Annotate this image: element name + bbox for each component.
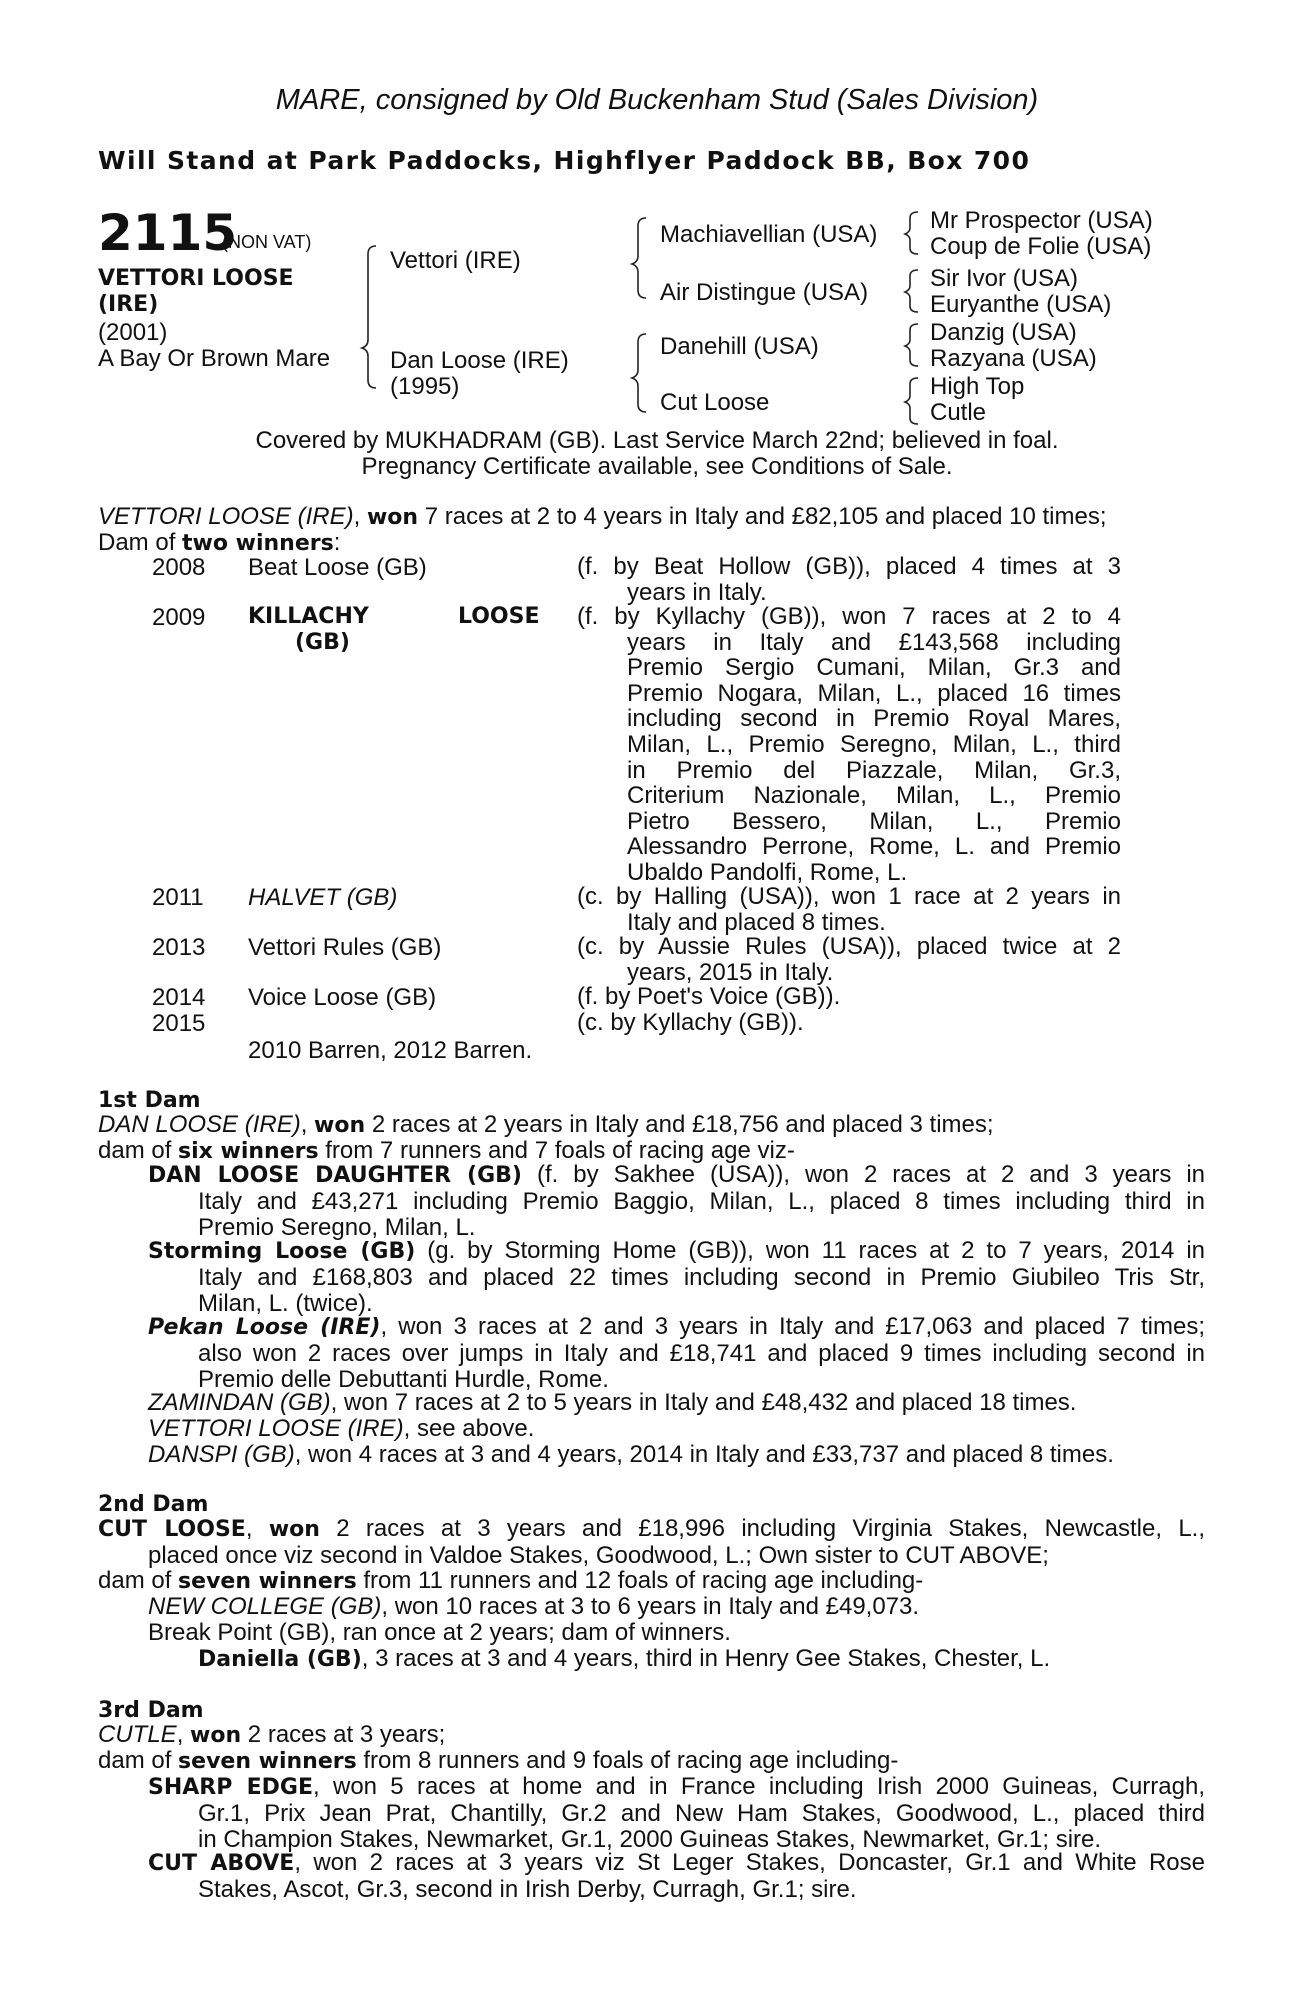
entry-name: SHARP EDGE (148, 1775, 314, 1800)
lot-number: 2115 (98, 204, 238, 262)
progeny-desc-line: years in Italy and £143,568 including (627, 628, 1121, 656)
entry-name: VETTORI LOOSE (IRE) (148, 1415, 404, 1442)
entry-text: Milan, L. (twice). (198, 1290, 373, 1317)
first-dam-won: won (314, 1113, 366, 1138)
entry-text: , won 4 races at 3 and 4 years, 2014 in Italy and £33,737 and placed 8 times. (294, 1441, 1114, 1468)
horse-year: (2001) (98, 319, 168, 346)
progeny-desc-line: years in Italy. (627, 578, 767, 606)
second-dam-entry-2: Break Point (GB), ran once at 2 years; dam of winners. (148, 1619, 731, 1646)
first-dam-winners-count: six winners (178, 1139, 319, 1164)
entry-text: Gr.1, Prix Jean Prat, Chantilly, Gr.2 and New Ham Stakes, Goodwood, L., placed third (198, 1800, 1205, 1827)
pedigree-ds-dam: Razyana (USA) (930, 345, 1097, 372)
second-dam-record: CUT LOOSE, won 2 races at 3 years and £18,996 including Virginia Stakes, Newcastle, L., placed once viz second in Valdoe Stakes, Goodwood, L.; Own sister to CUT ABOVE; (98, 1515, 1206, 1569)
entry-text: , won 5 races at home and in France including Irish 2000 Guineas, Curragh, (313, 1773, 1205, 1800)
entry-text: Premio delle Debuttanti Hurdle, Rome. (198, 1366, 609, 1393)
pedigree-ss-dam: Coup de Folie (USA) (930, 233, 1152, 260)
entry-text: Italy and £43,271 including Premio Baggio, Milan, L., placed 8 times including third in (198, 1188, 1205, 1215)
entry-name: NEW COLLEGE (GB) (148, 1593, 382, 1620)
brace-gen1 (362, 246, 376, 388)
pedigree-dam: Dan Loose (IRE) (390, 347, 569, 374)
progeny-name-part: KILLACHY (248, 604, 369, 629)
progeny-name: Beat Loose (GB) (248, 554, 427, 581)
pedigree-sire: Vettori (IRE) (390, 247, 521, 274)
brace-gen3-2 (905, 270, 918, 312)
progeny-desc-line: years, 2015 in Italy. (627, 958, 834, 986)
progeny-desc (577, 604, 1121, 886)
entry-text: , won 3 races at 2 and 3 years in Italy and £17,063 and placed 7 times; (380, 1313, 1205, 1340)
third-dam-line1: CUTLE, won 2 races at 3 years; (98, 1721, 446, 1748)
progeny-desc-line: (c. by Kyllachy (GB)). (577, 1009, 804, 1036)
progeny-desc (577, 554, 1121, 605)
entry-text: , 3 races at 3 and 4 years, third in Henry Gee Stakes, Chester, L. (361, 1645, 1051, 1672)
dam-of-winners: two winners (182, 531, 334, 556)
progeny-desc-line: (f. by Poet's Voice (GB)). (577, 983, 841, 1010)
second-dam-won: won (268, 1517, 320, 1542)
progeny-desc-line: Criterium Nazionale, Milan, L., Premio (627, 782, 1121, 810)
first-dam-entry-4 (148, 1390, 1076, 1416)
progeny-desc-line: Milan, L., Premio Seregno, Milan, L., third (627, 730, 1121, 758)
dam-of-winners: seven winners (178, 1749, 357, 1774)
entry-text: , see above. (403, 1415, 535, 1442)
pedigree-dam-sire: Danehill (USA) (660, 333, 819, 360)
progeny-name: HALVET (GB) (248, 884, 398, 911)
progeny-name-part: LOOSE (458, 604, 540, 629)
entry-text: Premio Seregno, Milan, L. (198, 1214, 476, 1241)
pedigree-sd-sire: Sir Ivor (USA) (930, 265, 1079, 292)
mare-record-won: won (366, 505, 419, 530)
progeny-desc-line: including second in Premio Royal Mares, (627, 705, 1121, 733)
third-dam-entry-1 (148, 1774, 1205, 1853)
progeny-year: 2009 (152, 604, 206, 631)
first-dam-entry-5 (148, 1416, 534, 1442)
dam-of-winners: seven winners (178, 1569, 357, 1594)
entry-name: Pekan Loose (IRE) (148, 1315, 381, 1340)
progeny-desc-line: Premio Sergio Cumani, Milan, Gr.3 and (627, 654, 1121, 682)
first-dam-heading: 1st Dam (98, 1088, 201, 1113)
progeny-desc (577, 1010, 1121, 1036)
mare-record-rest: 7 races at 2 to 4 years in Italy and £82,105 and placed 10 times; (418, 503, 1107, 530)
progeny-desc (577, 984, 1121, 1010)
progeny-name: Vettori Rules (GB) (248, 934, 442, 961)
first-dam-name: DAN LOOSE (IRE) (98, 1111, 301, 1138)
entry-name: CUT ABOVE (148, 1851, 295, 1876)
second-dam-text: 2 races at 3 years and £18,996 including Virginia Stakes, Newcastle, L., (319, 1515, 1206, 1542)
pedigree-ss-sire: Mr Prospector (USA) (930, 207, 1153, 234)
progeny-year: 2013 (152, 934, 206, 961)
second-dam-dam-of (98, 1568, 923, 1595)
pedigree-dd-dam: Cutle (930, 399, 987, 426)
progeny-desc-line: (c. by Halling (USA)), won 1 race at 2 years in (577, 883, 1121, 910)
progeny-desc-line: Pietro Bessero, Milan, L., Premio (627, 807, 1121, 835)
pedigree-ds-sire: Danzig (USA) (930, 319, 1077, 346)
entry-text: , won 7 races at 2 to 5 years in Italy and £48,432 and placed 18 times. (330, 1389, 1077, 1416)
progeny-desc-line: Premio Nogara, Milan, L., placed 16 times (627, 679, 1121, 707)
mare-record-name: VETTORI LOOSE (IRE) (98, 503, 354, 530)
progeny-desc-line: in Premio del Piazzale, Milan, Gr.3, (627, 756, 1121, 784)
first-dam-entry-6 (148, 1442, 1114, 1468)
entry-name: ZAMINDAN (GB) (148, 1389, 331, 1416)
progeny-year: 2015 (152, 1010, 206, 1037)
horse-description: A Bay Or Brown Mare (98, 345, 331, 372)
brace-gen3-4 (905, 378, 918, 424)
dam-of-suffix: : (333, 529, 341, 556)
third-dam-line2 (98, 1748, 898, 1775)
first-dam-line1: DAN LOOSE (IRE), won 2 races at 2 years in Italy and £18,756 and placed 3 times; (98, 1111, 994, 1138)
entry-text: , won 10 races at 3 to 6 years in Italy and £49,073. (381, 1593, 920, 1620)
covering-line2: Pregnancy Certificate available, see Conditions of Sale. (361, 453, 953, 480)
horse-name-line1: VETTORI LOOSE (98, 266, 294, 291)
brace-gen3-1 (905, 212, 918, 254)
third-dam-entry-2 (148, 1850, 1205, 1903)
first-dam-record: 2 races at 2 years in Italy and £18,756 and placed 3 times; (365, 1111, 994, 1138)
entry-name: DAN LOOSE DAUGHTER (GB) (148, 1163, 522, 1188)
entry-text: , won 2 races at 3 years viz St Leger Stakes, Doncaster, Gr.1 and White Rose (294, 1849, 1205, 1876)
brace-gen2-dam (632, 334, 646, 412)
consignor-line: MARE, consigned by Old Buckenham Stud (Sales Division) (275, 84, 1039, 116)
pedigree-dam-dam: Cut Loose (660, 389, 770, 416)
second-dam-entry-3 (198, 1646, 1050, 1673)
first-dam-dam-of-prefix: dam of (98, 1137, 179, 1164)
dam-of-prefix: dam of (98, 1747, 179, 1774)
progeny-desc-line: Ubaldo Pandolfi, Rome, L. (627, 858, 908, 886)
progeny-desc-line: (f. by Beat Hollow (GB)), placed 4 times at 3 (577, 553, 1121, 580)
pedigree-sire-dam: Air Distingue (USA) (660, 279, 869, 306)
pedigree-dd-sire: High Top (930, 373, 1025, 400)
entry-text: (g. by Storming Home (GB)), won 11 races at 2 to 7 years, 2014 in (415, 1237, 1206, 1264)
progeny-year: 2014 (152, 984, 206, 1011)
progeny-desc-line: (c. by Aussie Rules (USA)), placed twice at 2 (577, 933, 1121, 960)
dam-of-line (98, 530, 340, 557)
covering-line1: Covered by MUKHADRAM (GB). Last Service March 22nd; believed in foal. (255, 427, 1059, 454)
third-dam-won: won (190, 1723, 242, 1748)
brace-gen3-3 (905, 324, 918, 366)
entry-text: (f. by Sakhee (USA)), won 2 races at 2 and 3 years in (522, 1161, 1206, 1188)
first-dam-entry-3 (148, 1314, 1205, 1393)
mare-record-line: VETTORI LOOSE (IRE), won 7 races at 2 to 4 years in Italy and £82,105 and placed 10 times; (98, 503, 1107, 530)
second-dam-entry-1 (148, 1594, 919, 1620)
second-dam-heading: 2nd Dam (98, 1492, 209, 1517)
stand-line: Will Stand at Park Paddocks, Highflyer Paddock BB, Box 700 (98, 146, 1031, 175)
progeny-desc (577, 884, 1121, 935)
entry-text: Stakes, Ascot, Gr.3, second in Irish Derby, Curragh, Gr.1; sire. (198, 1876, 857, 1903)
progeny-name-part: (GB) (295, 630, 350, 655)
dam-of-rest: from 11 runners and 12 foals of racing age including- (356, 1567, 924, 1594)
brace-gen2-sire (632, 218, 646, 298)
progeny-year: 2011 (152, 884, 204, 911)
first-dam-entry-1 (148, 1162, 1205, 1241)
entry-text: Italy and £168,803 and placed 22 times including second in Premio Giubileo Tris Str, (198, 1264, 1205, 1291)
second-dam-name: CUT LOOSE (98, 1517, 246, 1542)
entry-name: DANSPI (GB) (148, 1441, 295, 1468)
progeny-desc-line: Alessandro Perrone, Rome, L. and Premio (627, 833, 1121, 861)
pedigree-dam-year: (1995) (390, 373, 460, 400)
entry-text: also won 2 races over jumps in Italy and £18,741 and placed 9 times including second in (198, 1340, 1205, 1367)
barren-note: 2010 Barren, 2012 Barren. (248, 1037, 533, 1064)
horse-name-line2: (IRE) (98, 292, 159, 317)
progeny-name: Voice Loose (GB) (248, 984, 437, 1011)
progeny-desc-line: Italy and placed 8 times. (627, 908, 886, 936)
third-dam-text: 2 races at 3 years; (241, 1721, 446, 1748)
entry-name: Daniella (GB) (198, 1647, 362, 1672)
first-dam-dam-of-rest: from 7 runners and 7 foals of racing age viz- (318, 1137, 795, 1164)
pedigree-sd-dam: Euryanthe (USA) (930, 291, 1112, 318)
first-dam-entry-2 (148, 1238, 1205, 1317)
dam-of-rest: from 8 runners and 9 foals of racing age including- (356, 1747, 899, 1774)
dam-of-prefix: Dam of (98, 529, 183, 556)
entry-text: in Champion Stakes, Newmarket, Gr.1, 2000 Guineas Stakes, Newmarket, Gr.1; sire. (198, 1826, 1102, 1853)
vat-status: (NON VAT) (222, 232, 312, 252)
second-dam-text: placed once viz second in Valdoe Stakes, Goodwood, L.; Own sister to CUT ABOVE; (148, 1542, 1049, 1569)
progeny-year: 2008 (152, 554, 206, 581)
pedigree-sire-sire: Machiavellian (USA) (660, 221, 878, 248)
progeny-desc-line: (f. by Kyllachy (GB)), won 7 races at 2 to 4 (577, 603, 1121, 630)
entry-name: Storming Loose (GB) (148, 1239, 416, 1264)
dam-of-prefix: dam of (98, 1567, 179, 1594)
progeny-desc (577, 934, 1121, 985)
third-dam-heading: 3rd Dam (98, 1698, 204, 1723)
third-dam-name: CUTLE (98, 1721, 177, 1748)
